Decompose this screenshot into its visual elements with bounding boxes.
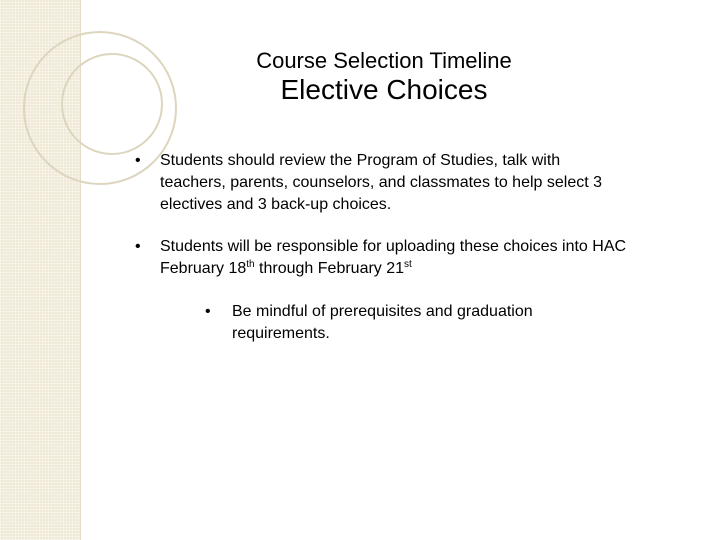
- bullet-text-part: through February 21: [254, 260, 405, 277]
- bullet-text: Students should review the Program of Studies, talk with teachers, parents, counselors, and classmates to help select 3 electives and 3 back-up choices.: [160, 152, 603, 213]
- slide-title: Course Selection Timeline: [256, 48, 512, 73]
- superscript: th: [246, 259, 255, 270]
- bullet-marker: •: [135, 238, 141, 255]
- bullet-text: Be mindful of prerequisites and graduation requirements.: [232, 303, 533, 342]
- bullet-marker: •: [135, 152, 141, 169]
- bullet-text-part: Students will be responsible for uploading these choices into HAC February 18: [160, 238, 627, 277]
- superscript: st: [404, 259, 412, 270]
- bullet-text: [160, 236, 630, 280]
- bullet-marker: •: [205, 303, 211, 320]
- slide-subtitle: Elective Choices: [280, 74, 488, 105]
